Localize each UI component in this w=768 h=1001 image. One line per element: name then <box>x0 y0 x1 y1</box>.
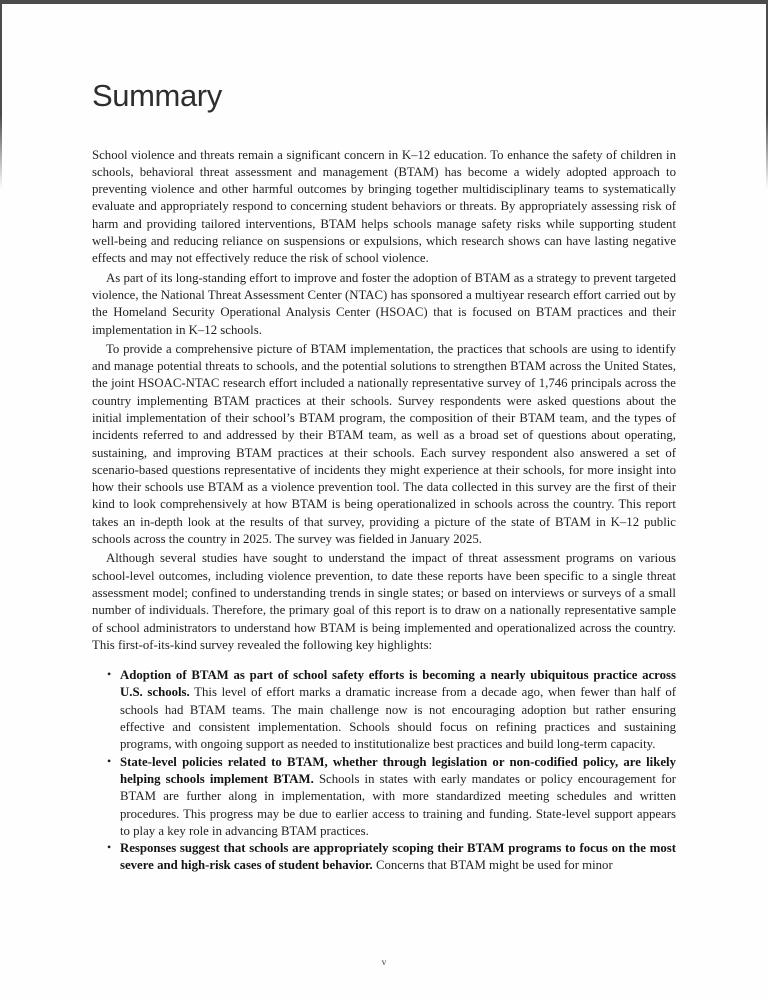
summary-paragraph-3: To provide a comprehensive picture of BTAM implementation, the practices that schools are using to identify and manage potential threats to schools, and the potential solutions to strengthen BTAM across the United States, the joint HSOAC-NTAC research effort included a nationally representative survey of 1,746 principals across the country implementing BTAM practices at their schools. Survey respondents were asked questions about the initial implementation of their school’s BTAM program, the composition of their BTAM team, and the types of incidents referred to and addressed by their BTAM team, as well as a broad set of questions about operating, sustaining, and improving BTAM practices at their schools. Each survey respondent also answered a set of scenario-based questions representative of incidents they might experience at their schools, for more insight into how their schools use BTAM as a violence prevention tool. The data collected in this survey are the first of their kind to look comprehensively at how BTAM is being operationalized in schools across the country. This report takes an in-depth look at the results of that survey, providing a picture of the state of BTAM in K–12 public schools across the country in 2025. The survey was fielded in January 2025. <box>92 341 676 547</box>
summary-paragraph-1: School violence and threats remain a significant concern in K–12 education. To enhance the safety of children in schools, behavioral threat assessment and management (BTAM) has become a widely adopted approach to preventing violence and other harmful outcomes by bringing together multidisciplinary teams to systematically evaluate and appropriately respond to concerning student behaviors or threats. By appropriately assessing risk of harm and providing tailored interventions, BTAM helps schools manage safety risks while supporting student well-being and reducing reliance on suspensions or expulsions, which research shows can have lasting negative effects and may not effectively reduce the risk of school violence. <box>92 147 676 266</box>
bullet-marker-icon: • <box>107 840 112 855</box>
highlight-lead: Responses suggest that schools are appropriately scoping their BTAM programs to focus on the most severe and high-risk cases of student behavior. <box>120 841 676 873</box>
page-edge-shadow-left <box>0 4 2 189</box>
bullet-marker-icon: • <box>107 753 112 768</box>
page-edge-shadow-top <box>0 0 768 4</box>
highlight-body: Schools in states with early mandates or policy encouragement for BTAM are further along in implementation, with more standardized meeting schedules and written procedures. This progress may be due to earlier access to training and funding. State-level support appears to play a key role in advancing BTAM practices. <box>120 771 676 838</box>
highlight-lead: Adoption of BTAM as part of school safety efforts is becoming a nearly ubiquitous practice across U.S. schools. <box>120 668 676 700</box>
page-title: Summary <box>92 78 222 113</box>
highlight-lead: State-level policies related to BTAM, whether through legislation or non-codified policy, are likely helping schools implement BTAM. <box>120 754 676 786</box>
summary-paragraph-2: As part of its long-standing effort to improve and foster the adoption of BTAM as a strategy to prevent targeted violence, the National Threat Assessment Center (NTAC) has sponsored a multiyear research effort carried out by the Homeland Security Operational Analysis Center (HSOAC) that is focused on BTAM practices and their implementation in K–12 schools. <box>92 270 676 337</box>
list-item <box>107 753 676 840</box>
page-content <box>92 80 676 875</box>
key-highlights-list <box>92 667 676 875</box>
list-item <box>107 667 677 753</box>
list-item <box>107 840 676 875</box>
highlight-body: Concerns that BTAM might be used for minor <box>375 858 613 873</box>
summary-paragraph-4: Although several studies have sought to understand the impact of threat assessment programs on various school-level outcomes, including violence prevention, to date these reports have been specific to a single threat assessment model; confined to understanding trends in single states; or based on interviews or surveys of a small number of individuals. Therefore, the primary goal of this report is to draw on a nationally representative sample of school administrators to understand how BTAM is being implemented and operationalized across the country. This first-of-its-kind survey revealed the following key highlights: <box>92 551 676 652</box>
highlight-body: This level of effort marks a dramatic increase from a decade ago, when fewer than half of schools had BTAM teams. The main challenge now is not encouraging adoption but rather ensuring effective and consistent implementation. Schools should focus on refining practices and sustaining programs, with ongoing support as needed to institutionalize best practices and build long-term capacity. <box>120 685 677 752</box>
page-number: v <box>381 958 387 968</box>
bullet-marker-icon: • <box>107 667 112 682</box>
